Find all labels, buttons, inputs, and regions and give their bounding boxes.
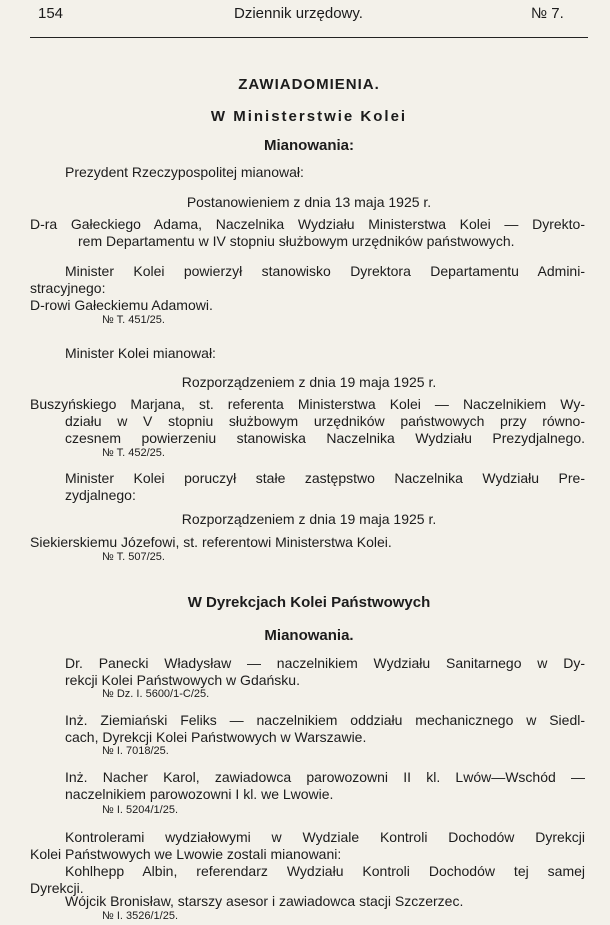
paragraph-line: cach, Dyrekcji Kolei Państwowych w Warszawie. <box>65 729 367 745</box>
paragraph-line: Wójcik Bronisław, starszy asesor i zawiadowca stacji Szczerzec. <box>65 893 464 909</box>
paragraph-line: naczelnikiem parowozowni I kl. we Lwowie. <box>65 786 334 802</box>
page-title: ZAWIADOMIENIA. <box>238 76 380 93</box>
paragraph-line: Dyrekcji. <box>30 880 84 896</box>
reference-number: № I. 7018/25. <box>102 745 169 757</box>
paragraph-line: Minister Kolei powierzył stanowisko Dyrektora Departamentu Admini- <box>65 263 585 279</box>
page-number: 154 <box>38 5 64 22</box>
paragraph-line: Kontrolerami wydziałowymi w Wydziale Kontroli Dochodów Dyrekcji <box>65 829 585 845</box>
decree-date: Rozporządzeniem z dnia 19 maja 1925 r. <box>181 374 437 390</box>
paragraph-line: rekcji Kolei Państwowych w Gdańsku. <box>65 672 300 688</box>
page-header <box>0 5 610 27</box>
header-divider <box>30 37 588 38</box>
paragraph-line: D-rowi Gałeckiemu Adamowi. <box>30 297 213 313</box>
reference-number: № T. 507/25. <box>102 551 165 563</box>
paragraph-line: Dr. Panecki Władysław — naczelnikiem Wydziału Sanitarnego w Dy- <box>65 655 585 671</box>
reference-number: № Dz. I. 5600/1-C/25. <box>102 688 210 700</box>
decree-date: Postanowieniem z dnia 13 maja 1925 r. <box>186 194 432 210</box>
paragraph-line: Inż. Nacher Karol, zawiadowca parowozowni II kl. Lwów—Wschód — <box>65 769 585 785</box>
issue-number: № 7. <box>531 5 564 22</box>
paragraph-intro: Prezydent Rzeczypospolitej mianował: <box>65 164 304 180</box>
reference-number: № I. 5204/1/25. <box>102 804 179 816</box>
reference-number: № I. 3526/1/25. <box>102 910 179 922</box>
section-subheading-appointments: Mianowania. <box>264 627 354 644</box>
paragraph-line: Minister Kolei poruczył stałe zastępstwo Naczelnika Wydziału Pre- <box>65 470 585 486</box>
paragraph-line: Siekierskiemu Józefowi, st. referentowi Ministerstwa Kolei. <box>30 534 392 550</box>
journal-title: Dziennik urzędowy. <box>234 5 363 22</box>
section-heading-ministry: W Ministerstwie Kolei <box>210 108 408 125</box>
paragraph-line: Inż. Ziemiański Feliks — naczelnikiem oddziału mechanicznego w Siedl- <box>65 712 585 728</box>
reference-number: № T. 451/25. <box>102 314 165 326</box>
decree-date: Rozporządzeniem z dnia 19 maja 1925 r. <box>181 511 437 527</box>
paragraph-line: czesnem powierzeniu stanowiska Naczelnika Wydziału Prezydjalnego. <box>65 430 585 446</box>
reference-number: № T. 452/25. <box>102 447 165 459</box>
section-subheading-appointments: Mianowania: <box>263 137 354 154</box>
paragraph-line: Minister Kolei mianował: <box>65 345 216 361</box>
paragraph-line: Kolei Państwowych we Lwowie zostali mianowani: <box>30 846 342 862</box>
paragraph-line: zydjalnego: <box>65 487 136 503</box>
paragraph-line: działu w V stopniu służbowym urzędników państwowych przy równo- <box>65 413 585 429</box>
paragraph-line: Kohlhepp Albin, referendarz Wydziału Kontroli Dochodów tej samej <box>65 863 585 879</box>
paragraph-line: stracyjnego: <box>30 280 106 296</box>
paragraph-line: Buszyńskiego Marjana, st. referenta Ministerstwa Kolei — Naczelnikiem Wy- <box>30 396 585 412</box>
paragraph-line: rem Departamentu w IV stopniu służbowym urzędników państwowych. <box>78 233 515 249</box>
paragraph-line: D-ra Gałeckiego Adama, Naczelnika Wydziału Ministerstwa Kolei — Dyrekto- <box>30 216 585 232</box>
section-heading-directorates: W Dyrekcjach Kolei Państwowych <box>187 594 431 611</box>
